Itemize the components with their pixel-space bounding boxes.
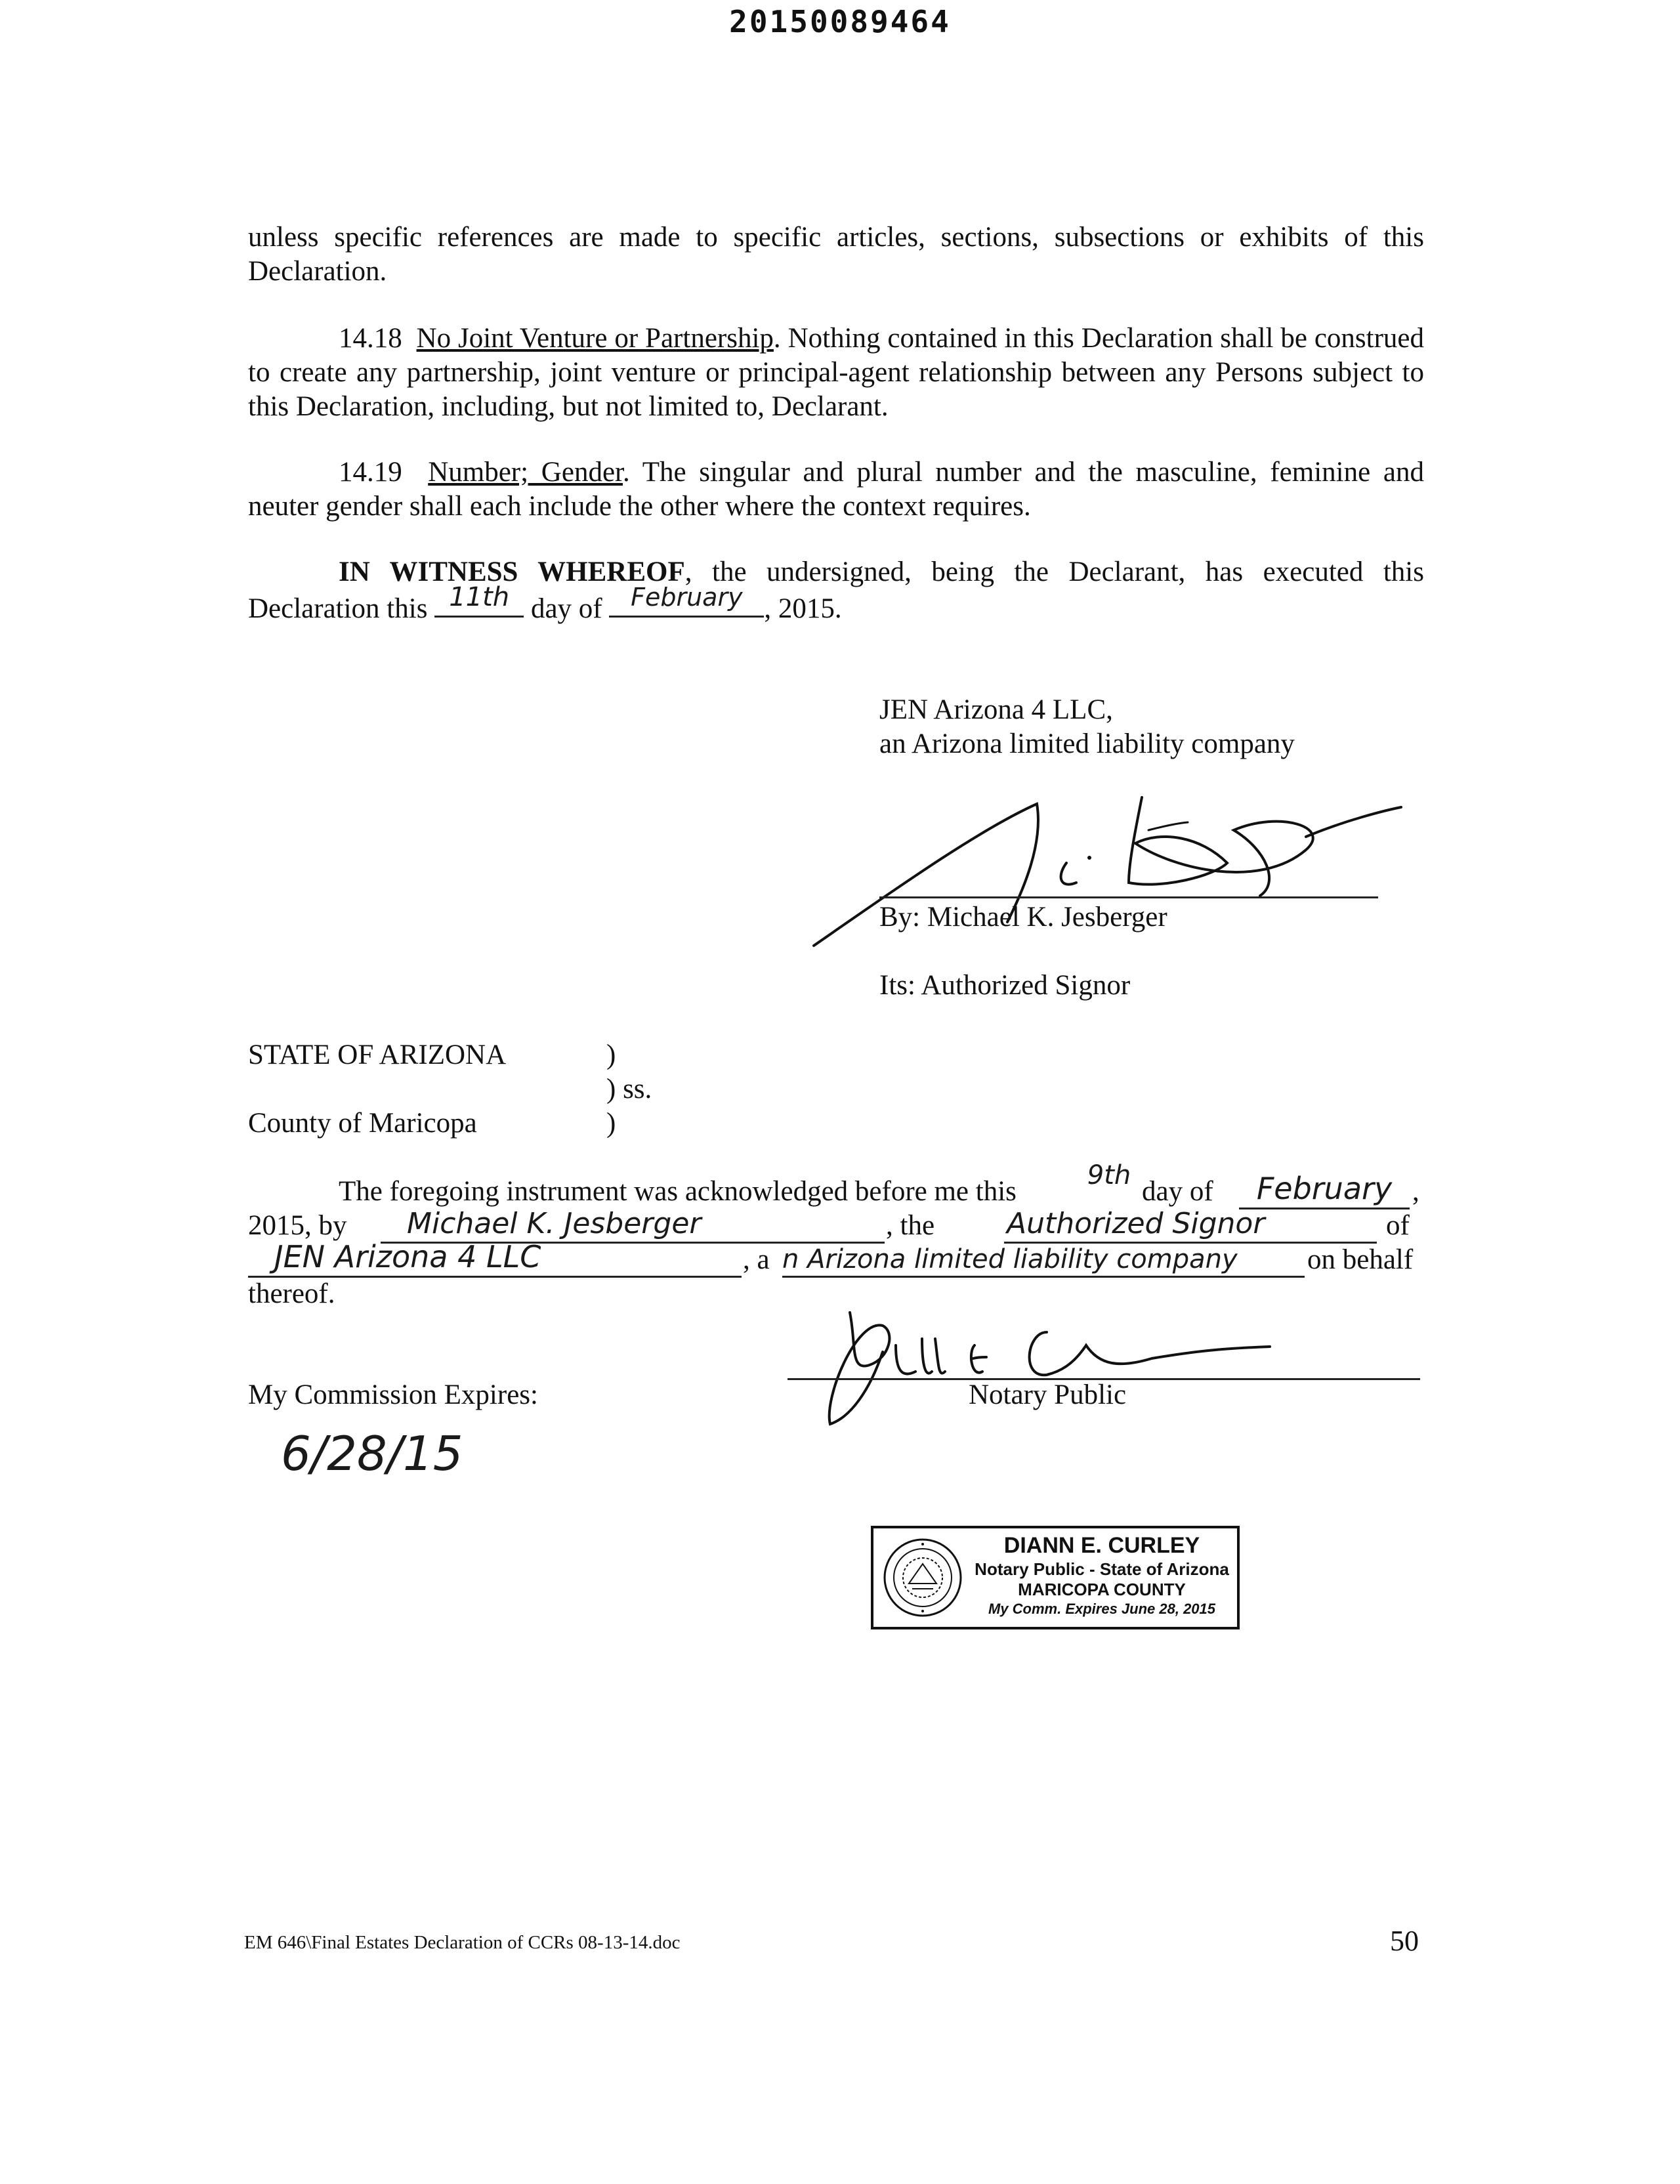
ack-the-label: , the [886,1210,935,1241]
ack-a-label: , a [743,1244,770,1275]
witness-day-blank [434,582,524,618]
ack-year-by: 2015, by [248,1210,347,1241]
section-14-19 [248,455,1424,524]
venue-ss: ) ss. [606,1074,652,1104]
commission-expiry-handwritten: 6/28/15 [281,1426,463,1481]
ack-name-handwritten: Michael K. Jesberger [407,1207,702,1240]
ack-on-behalf: on behalf [1307,1244,1414,1275]
signer-by: By: Michael K. Jesberger [879,902,1167,933]
ack-entity-blank [248,1239,742,1278]
ack-entity-handwritten: JEN Arizona 4 LLC [274,1239,541,1274]
signer-its: Its: Authorized Signor [879,970,1131,1001]
witness-text: , the undersigned, being the Declarant, has executed this Declaration this [248,556,1424,624]
venue-paren-3: ) [606,1108,616,1139]
notary-stamp [871,1526,1240,1629]
company-type: an Arizona limited liability company [879,728,1295,759]
witness-day-label: day of [530,593,602,624]
page-number: 50 [1390,1925,1419,1957]
venue-county: County of Maricopa [248,1108,477,1139]
ack-thereof: thereof. [248,1278,335,1309]
witness-year: , 2015. [764,593,842,624]
ack-entity-type-blank [782,1244,1305,1278]
stamp-name: DIANN E. CURLEY [1003,1533,1200,1558]
state-seal-icon [883,1538,963,1618]
continuation-paragraph [248,220,1424,289]
declarant-signature-line [879,896,1378,898]
commission-label: My Commission Expires: [248,1379,538,1410]
section-14-18-title: No Joint Venture or Partnership [416,323,774,354]
ack-of-label: of [1386,1210,1410,1241]
section-14-18 [248,322,1424,424]
recording-number: 20150089464 [729,4,951,39]
ack-month-handwritten: February [1256,1171,1393,1206]
witness-paragraph [248,555,1424,626]
section-14-19-title: Number; Gender [428,457,623,488]
venue-paren-1: ) [606,1040,616,1070]
notary-signature [810,1306,1309,1437]
notary-public-label: Notary Public [969,1379,1127,1410]
section-14-19-number: 14.19 [339,457,402,488]
witness-day-handwritten: 11th [449,582,510,612]
stamp-title: Notary Public - State of Arizona [975,1559,1229,1579]
stamp-county: MARICOPA COUNTY [1018,1580,1186,1599]
ack-title-handwritten: Authorized Signor [1007,1207,1265,1240]
witness-lead: IN WITNESS WHEREOF [339,556,685,587]
section-14-18-number: 14.18 [339,323,402,354]
continuation-text: unless specific references are made to specific articles, sections, subsections or exhibits of this Declaration. [248,222,1424,287]
ack-month-blank [1239,1171,1410,1209]
company-name: JEN Arizona 4 LLC, [879,694,1113,725]
section-14-19-text: . The singular and plural number and the masculine, feminine and neuter gender shall each include the other where the context requires. [248,457,1424,522]
ack-day-label: day of [1142,1176,1213,1207]
ack-day-blank [1084,1160,1134,1190]
ack-day-handwritten: 9th [1087,1160,1131,1190]
witness-month-handwritten: February [631,583,743,612]
footer-file-path: EM 646\Final Estates Declaration of CCRs 08-13-14.doc [244,1932,681,1953]
witness-month-blank [609,583,764,618]
ack-comma: , [1412,1176,1419,1207]
venue-state: STATE OF ARIZONA [248,1040,507,1070]
section-14-18-text: . Nothing contained in this Declaration shall be construed to create any partnership, joint venture or principal-agent relationship between any Persons subject to this Declaration, including, but not limited to, Declarant. [248,323,1425,422]
stamp-expires: My Comm. Expires June 28, 2015 [988,1601,1216,1617]
ack-title-blank [1004,1207,1377,1244]
ack-text: The foregoing instrument was acknowledged before me this [339,1176,1017,1207]
ack-entity-type-handwritten: n Arizona limited liability company [782,1244,1238,1274]
